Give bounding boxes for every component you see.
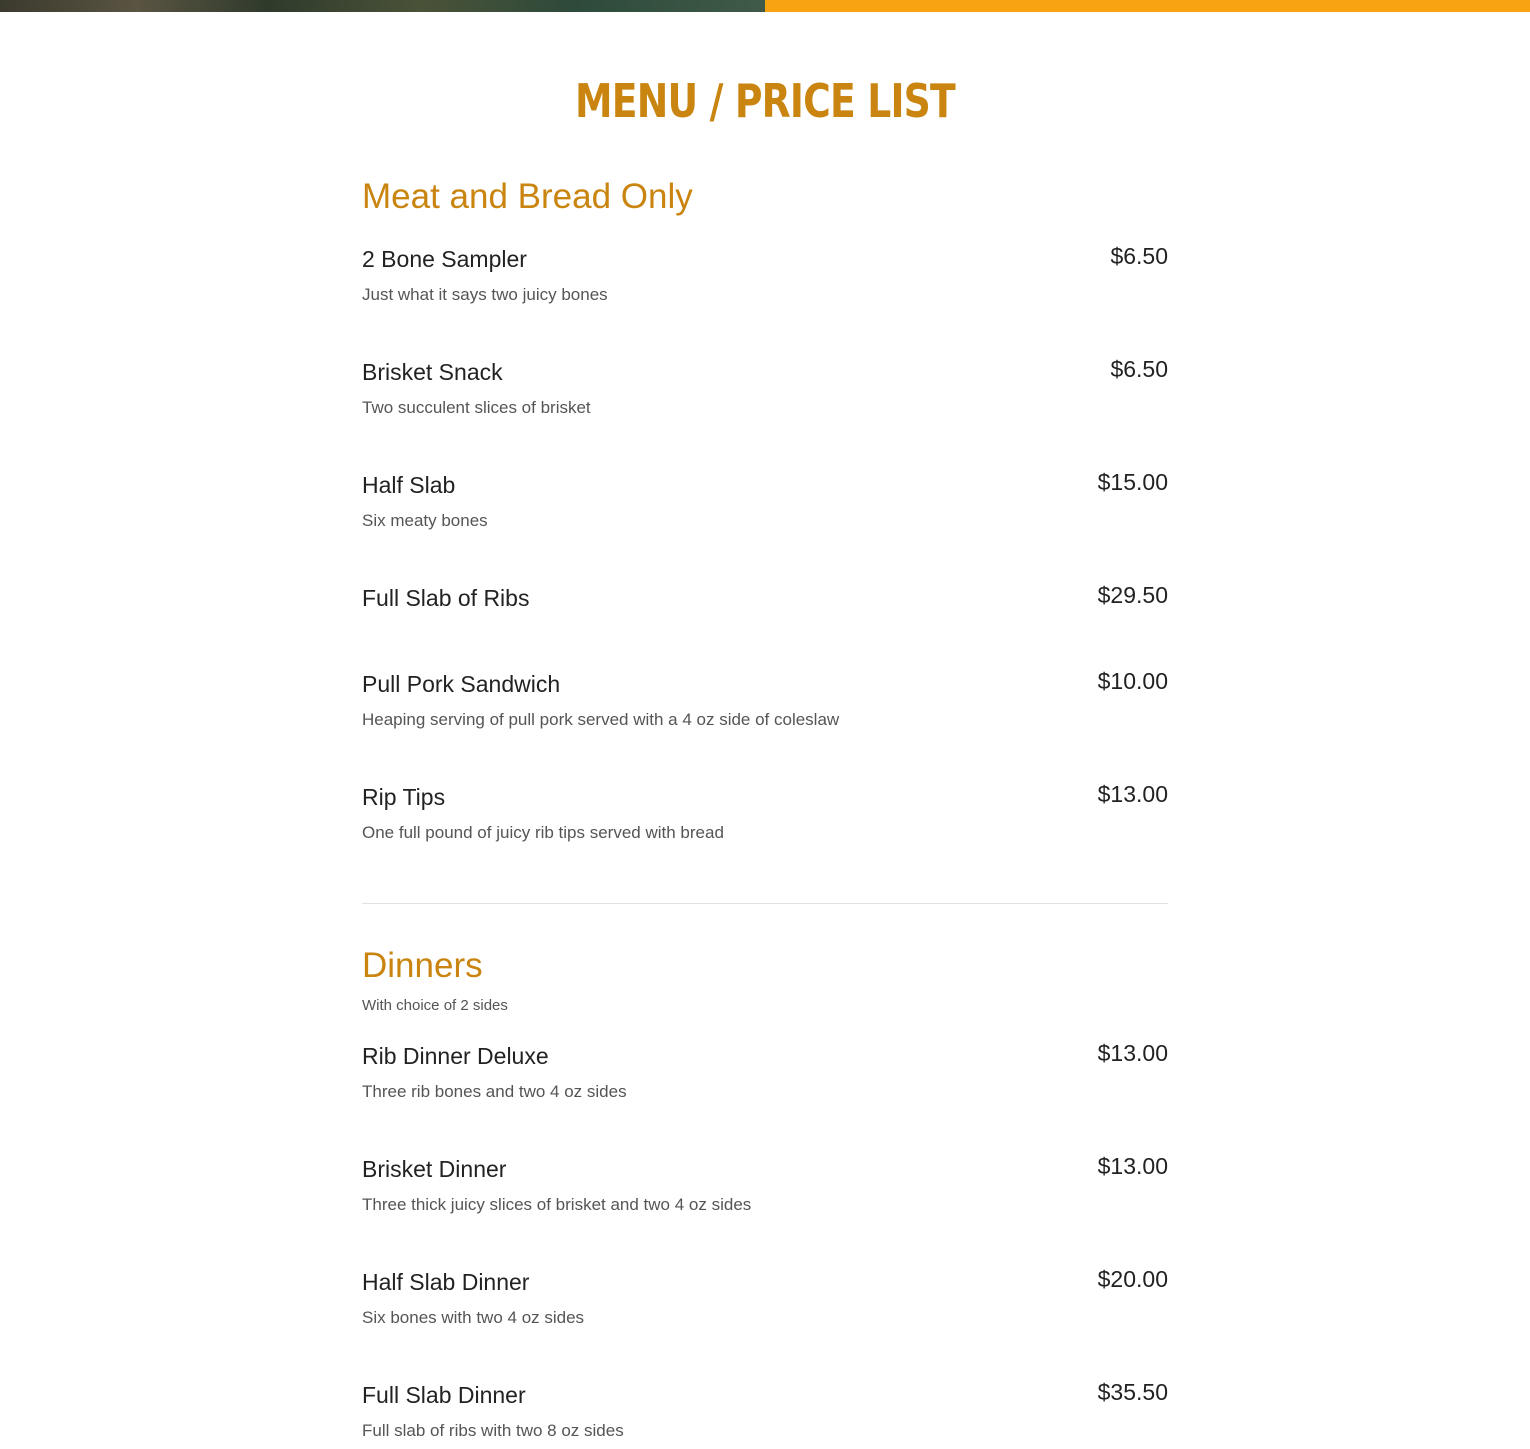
banner-photo: [0, 0, 765, 12]
item-name: Brisket Dinner: [362, 1156, 507, 1182]
menu-item: [362, 1268, 1168, 1348]
item-name: Rip Tips: [362, 784, 446, 810]
menu-item: [362, 584, 1168, 664]
item-price: $10.00: [1097, 668, 1168, 694]
item-name: Half Slab Dinner: [362, 1269, 530, 1295]
item-name: Brisket Snack: [362, 359, 503, 385]
item-description: Six bones with two 4 oz sides: [362, 1308, 585, 1327]
section-divider: [362, 903, 1168, 904]
menu-item: [362, 358, 1168, 438]
page-title: MENU / PRICE LIST: [575, 74, 955, 128]
top-banner: [0, 0, 1530, 12]
item-price: $13.00: [1097, 781, 1168, 807]
item-description: Three thick juicy slices of brisket and two 4 oz sides: [362, 1195, 752, 1214]
section-note: With choice of 2 sides: [362, 997, 508, 1014]
item-name: Pull Pork Sandwich: [362, 671, 561, 697]
item-description: Full slab of ribs with two 8 oz sides: [362, 1421, 624, 1440]
item-price: $6.50: [1110, 356, 1168, 382]
item-name: Full Slab Dinner: [362, 1382, 526, 1408]
item-price: $6.50: [1110, 243, 1168, 269]
item-name: Rib Dinner Deluxe: [362, 1043, 549, 1069]
item-description: Just what it says two juicy bones: [362, 285, 608, 304]
item-name: Half Slab: [362, 472, 456, 498]
menu-item: [362, 783, 1168, 863]
item-description: Two succulent slices of brisket: [362, 398, 591, 417]
item-price: $13.00: [1097, 1153, 1168, 1179]
item-price: $20.00: [1097, 1266, 1168, 1292]
section-title-dinners: Dinners: [362, 946, 483, 985]
item-description: One full pound of juicy rib tips served with bread: [362, 823, 724, 842]
item-name: Full Slab of Ribs: [362, 585, 530, 611]
menu-item: [362, 1155, 1168, 1235]
menu-item: [362, 471, 1168, 551]
item-description: Heaping serving of pull pork served with a 4 oz side of coleslaw: [362, 710, 840, 729]
menu-item: [362, 245, 1168, 325]
item-description: Six meaty bones: [362, 511, 488, 530]
item-description: Three rib bones and two 4 oz sides: [362, 1082, 627, 1101]
item-price: $29.50: [1097, 582, 1168, 608]
item-price: $35.50: [1097, 1379, 1168, 1405]
menu-item: [362, 1042, 1168, 1122]
menu-item: [362, 670, 1168, 750]
item-name: 2 Bone Sampler: [362, 246, 527, 272]
section-title-meat-and-bread: Meat and Bread Only: [362, 177, 693, 216]
banner-accent-bar: [765, 0, 1530, 12]
item-price: $15.00: [1097, 469, 1168, 495]
menu-item: [362, 1381, 1168, 1445]
item-price: $13.00: [1097, 1040, 1168, 1066]
